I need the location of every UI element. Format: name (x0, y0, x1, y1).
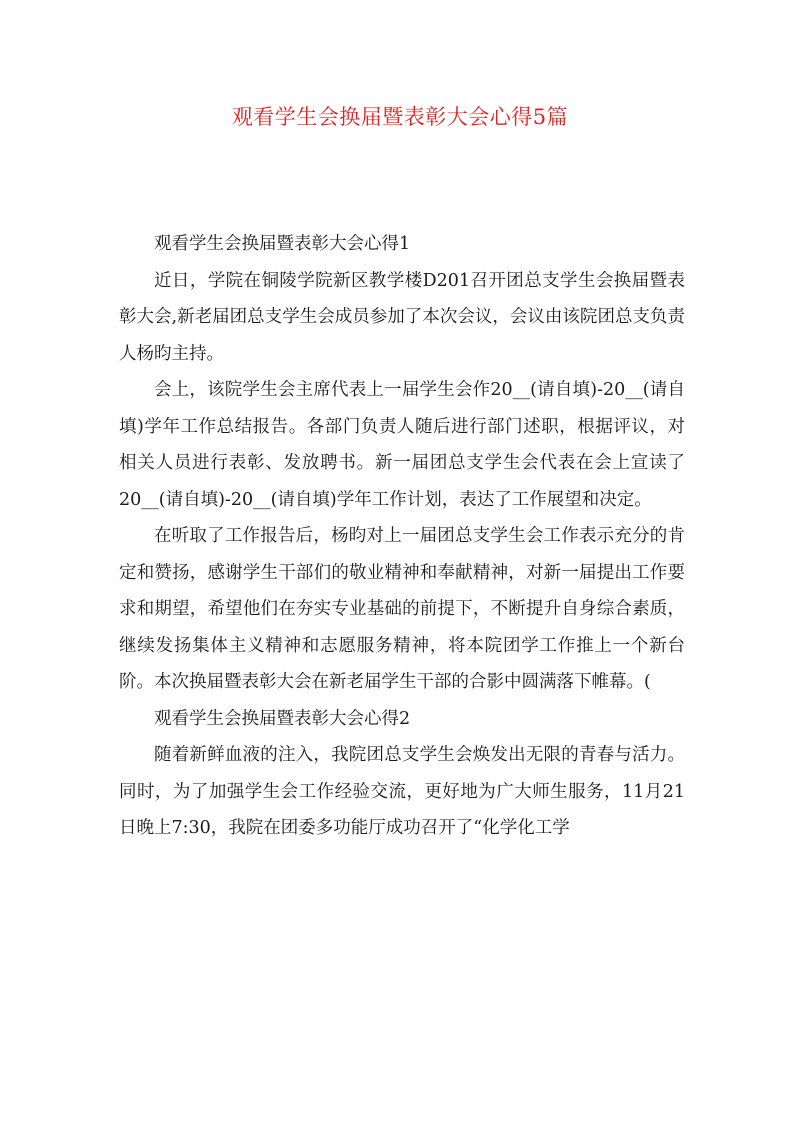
section-heading: 观看学生会换届暨表彰大会心得2 (154, 708, 411, 729)
document-title: 观看学生会换届暨表彰大会心得5篇 (231, 105, 569, 129)
section-heading: 观看学生会换届暨表彰大会心得1 (154, 234, 411, 254)
paragraph: 会上，该院学生会主席代表上一届学生会作20__(请自填)-20__(请自填)学年工作总结报告。各部门负责人随后进行部门述职，根据评议，对相关人员进行表彰、发放聘书。新一届团总支学生会代表在会上宣读了20__(请自填)-20__(请自填)学年工作计划，表达了工作展望和决定。 (119, 380, 685, 510)
paragraph: 随着新鲜血液的注入，我院团总支学生会焕发出无限的青春与活力。同时，为了加强学生会工作经验交流，更好地为广大师生服务，11月21日晚上7:30，我院在团委多功能厅成功召开了“化学化工学 (119, 745, 685, 838)
paragraph: 在听取了工作报告后，杨昀对上一届团总支学生会工作表示充分的肯定和赞扬，感谢学生干部们的敬业精神和奉献精神，对新一届提出工作要求和期望，希望他们在夯实专业基础的前提下，不断提升自身综合素质，继续发扬集体主义精神和志愿服务精神，将本院团学工作推上一个新台阶。本次换届暨表彰大会在新老届学生干部的合影中圆满落下帷幕。( (119, 526, 685, 692)
paragraph: 近日，学院在铜陵学院新区教学楼D201召开团总支学生会换届暨表彰大会,新老届团总支学生会成员参加了本次会议，会议由该院团总支负责人杨昀主持。 (119, 270, 685, 364)
document-body (119, 226, 685, 847)
